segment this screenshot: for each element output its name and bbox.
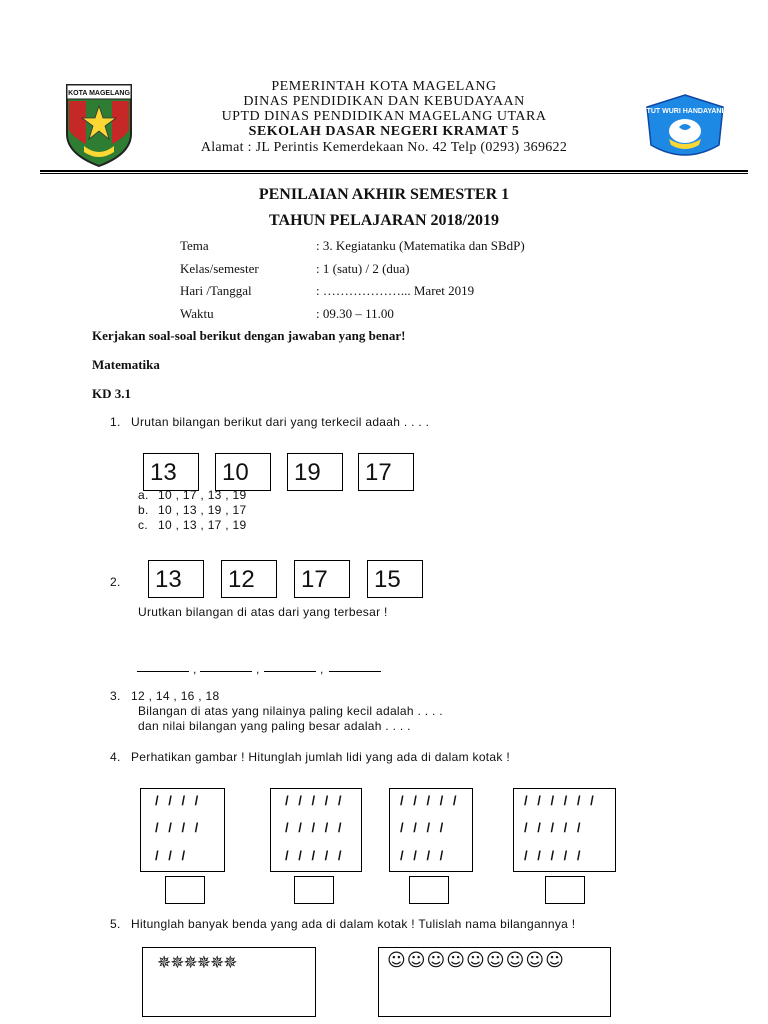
header-line-3: UPTD DINAS PENDIDIKAN MAGELANG UTARA — [221, 109, 547, 124]
info-label-kelas: Kelas/semester — [180, 261, 259, 276]
info-value-hari: : ………………... Maret 2019 — [316, 283, 475, 298]
q4-box3-row2: / / / / — [400, 820, 447, 835]
logo-right-text: TUT WURI HANDAYANI — [646, 108, 724, 115]
star-icon: ✵✵✵✵✵✵ — [157, 953, 237, 973]
q3-line-2: dan nilai bilangan yang paling besar adalah . . . . — [138, 719, 411, 733]
info-value-kelas: : 1 (satu) / 2 (dua) — [316, 261, 410, 276]
q4-answer-box-4[interactable] — [545, 876, 585, 904]
q2-number: 2. — [110, 575, 121, 589]
q4-box4-row1: / / / / / / — [524, 793, 597, 808]
q2-separator-1: , — [193, 662, 197, 676]
logo-left-text: KOTA MAGELANG — [68, 90, 130, 97]
smiley-icon: ☺☺☺☺☺☺☺☺☺ — [387, 950, 565, 971]
q1-box-2: 10 — [215, 453, 271, 491]
q5-star-box — [142, 947, 316, 1017]
q2-text: Urutkan bilangan di atas dari yang terbesar ! — [138, 605, 388, 619]
info-label-tema: Tema — [180, 238, 209, 253]
q4-stick-box-3 — [389, 788, 473, 872]
info-value-tema: : 3. Kegiatanku (Matematika dan SBdP) — [316, 238, 525, 253]
q2-separator-2: , — [256, 662, 260, 676]
q1-box-1: 13 — [143, 453, 199, 491]
q4-answer-box-3[interactable] — [409, 876, 449, 904]
header-line-4: SEKOLAH DASAR NEGERI KRAMAT 5 — [248, 124, 520, 139]
q2-box-1: 13 — [148, 560, 204, 598]
q2-separator-3: , — [320, 662, 324, 676]
q1-box-4: 17 — [358, 453, 414, 491]
q4-stick-box-2 — [270, 788, 362, 872]
q1-option-b-letter: b. — [138, 503, 149, 517]
q1-text: Urutan bilangan berikut dari yang terkecil adaah . . . . — [131, 415, 430, 429]
q4-stick-box-1 — [140, 788, 225, 872]
header-divider-thin — [40, 173, 748, 174]
q1-number: 1. — [110, 415, 121, 429]
q1-box-3: 19 — [287, 453, 343, 491]
q1-option-a-letter: a. — [138, 488, 149, 502]
q4-box2-row1: / / / / / — [285, 793, 345, 808]
q3-number: 3. — [110, 689, 121, 703]
q4-box1-row3: / / / — [155, 848, 189, 863]
instruction: Kerjakan soal-soal berikut dengan jawaban yang benar! — [92, 328, 406, 343]
q4-box3-row1: / / / / / — [400, 793, 460, 808]
header-line-1: PEMERINTAH KOTA MAGELANG — [271, 79, 497, 94]
q1-option-b[interactable]: 10 , 13 , 19 , 17 — [158, 503, 247, 517]
q4-box2-row2: / / / / / — [285, 820, 345, 835]
q1-option-a[interactable]: 10 , 17 , 13 , 19 — [158, 488, 247, 502]
q4-stick-box-4 — [513, 788, 616, 872]
subject-heading: Matematika — [92, 357, 160, 372]
q4-box1-row1: / / / / — [155, 793, 202, 808]
q3-numbers: 12 , 14 , 16 , 18 — [131, 689, 220, 703]
info-label-waktu: Waktu — [180, 306, 214, 321]
q2-answer-line-3[interactable] — [264, 671, 316, 672]
q4-answer-box-2[interactable] — [294, 876, 334, 904]
q2-box-2: 12 — [221, 560, 277, 598]
q4-text: Perhatikan gambar ! Hitunglah jumlah lidi yang ada di dalam kotak ! — [131, 750, 510, 764]
q2-box-3: 17 — [294, 560, 350, 598]
q2-answer-line-1[interactable] — [137, 671, 189, 672]
q1-option-c[interactable]: 10 , 13 , 17 , 19 — [158, 518, 247, 532]
header-divider — [40, 170, 748, 172]
q5-smiley-box — [378, 947, 611, 1017]
q4-number: 4. — [110, 750, 121, 764]
q5-number: 5. — [110, 917, 121, 931]
q4-box3-row3: / / / / — [400, 848, 447, 863]
q4-box2-row3: / / / / / — [285, 848, 345, 863]
q4-box4-row3: / / / / / — [524, 848, 584, 863]
info-label-hari: Hari /Tanggal — [180, 283, 252, 298]
q4-box4-row2: / / / / / — [524, 820, 584, 835]
header-address: Alamat : JL Perintis Kemerdekaan No. 42 Telp (0293) 369622 — [200, 140, 568, 155]
q2-answer-line-2[interactable] — [200, 671, 252, 672]
exam-title: PENILAIAN AKHIR SEMESTER 1 — [258, 186, 510, 203]
academic-year: TAHUN PELAJARAN 2018/2019 — [269, 212, 499, 229]
q3-line-1: Bilangan di atas yang nilainya paling kecil adalah . . . . — [138, 704, 443, 718]
q4-box1-row2: / / / / — [155, 820, 202, 835]
q4-answer-box-1[interactable] — [165, 876, 205, 904]
q1-option-c-letter: c. — [138, 518, 148, 532]
kd-heading: KD 3.1 — [92, 386, 131, 401]
q2-box-4: 15 — [367, 560, 423, 598]
q5-text: Hitunglah banyak benda yang ada di dalam kotak ! Tulislah nama bilangannya ! — [131, 917, 576, 931]
info-value-waktu: : 09.30 – 11.00 — [316, 306, 394, 321]
header-line-2: DINAS PENDIDIKAN DAN KEBUDAYAAN — [243, 94, 525, 109]
q2-answer-line-4[interactable] — [329, 671, 381, 672]
